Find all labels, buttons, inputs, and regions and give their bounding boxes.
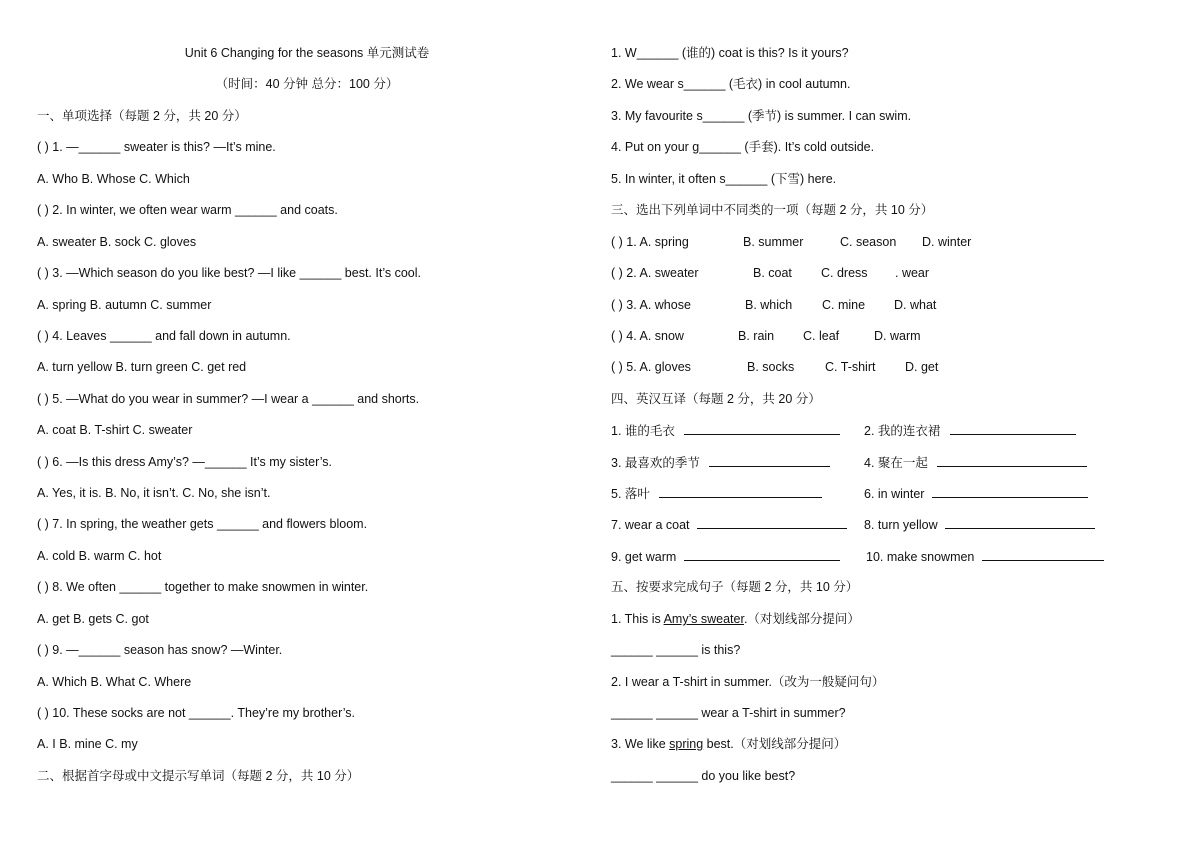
odd-one-row-3 [611,297,936,313]
odd-one-d: D. winter [922,235,972,249]
answer-blank[interactable] [937,454,1087,467]
question-text: 3. We like [611,737,670,751]
translate-prompt: 6. in winter [864,487,925,501]
odd-one-row-4 [611,328,921,344]
options-1: A. Who B. Whose C. Which [37,172,190,186]
question-instruction: best.（对划线部分提问） [703,737,847,751]
options-2: A. sweater B. sock C. gloves [37,235,197,249]
options-4: A. turn yellow B. turn green C. get red [37,360,247,374]
section4-heading: 四、英汉互译（每题 2 分，共 20 分） [611,392,821,406]
answer-blank[interactable] [697,516,847,529]
fill-item-1: 1. W______ (谁的) coat is this? Is it yours? [611,46,849,60]
question-9: ( ) 9. —______ season has snow? —Winter. [37,643,283,657]
rewrite-answer-1: ______ ______ is this? [611,643,741,657]
translate-prompt: 2. 我的连衣裙 [864,424,941,438]
question-8: ( ) 8. We often ______ together to make snowmen in winter. [37,580,369,594]
rewrite-answer-3: ______ ______ do you like best? [611,769,796,783]
translate-item-1 [611,422,840,439]
rewrite-question-1 [611,611,860,627]
translate-prompt: 4. 聚在一起 [864,456,928,470]
odd-one-num: ( ) 2. A. sweater [611,266,699,280]
question-instruction: .（对划线部分提问） [743,612,860,626]
translate-item-10 [866,548,1104,565]
odd-one-d: . wear [895,266,930,280]
options-3: A. spring B. autumn C. summer [37,298,212,312]
odd-one-b: B. rain [738,329,775,343]
odd-one-row-2 [611,265,929,281]
underlined-phrase: spring [669,737,704,751]
translate-prompt: 8. turn yellow [864,518,938,532]
page-subtitle: （时间：40 分钟 总分：100 分） [215,77,399,91]
translate-prompt: 1. 谁的毛衣 [611,424,675,438]
translate-item-5 [611,485,822,502]
odd-one-c: C. T-shirt [825,360,876,374]
options-8: A. get B. gets C. got [37,612,149,626]
options-5: A. coat B. T-shirt C. sweater [37,423,193,437]
answer-blank[interactable] [709,454,830,467]
odd-one-num: ( ) 1. A. spring [611,235,689,249]
odd-one-num: ( ) 3. A. whose [611,298,691,312]
odd-one-d: D. what [894,298,937,312]
question-4: ( ) 4. Leaves ______ and fall down in autumn. [37,329,291,343]
rewrite-answer-2: ______ ______ wear a T-shirt in summer? [611,706,846,720]
question-5: ( ) 5. —What do you wear in summer? —I wear a ______ and shorts. [37,392,420,406]
odd-one-c: C. dress [821,266,868,280]
odd-one-c: C. season [840,235,897,249]
translate-item-6 [864,485,1088,502]
odd-one-row-1 [611,234,971,250]
options-7: A. cold B. warm C. hot [37,549,162,563]
fill-item-5: 5. In winter, it often s______ (下雪) here. [611,172,837,186]
odd-one-b: B. coat [753,266,792,280]
translate-prompt: 10. make snowmen [866,550,975,564]
answer-blank[interactable] [684,422,840,435]
question-7: ( ) 7. In spring, the weather gets ______ and flowers bloom. [37,517,368,531]
question-text: 1. This is [611,612,664,626]
question-2: ( ) 2. In winter, we often wear warm ______ and coats. [37,203,338,217]
section5-heading: 五、按要求完成句子（每题 2 分，共 10 分） [611,580,859,594]
fill-item-4: 4. Put on your g______ (手套). It’s cold outside. [611,140,875,154]
question-3: ( ) 3. —Which season do you like best? —I like ______ best. It’s cool. [37,266,421,280]
translate-prompt: 3. 最喜欢的季节 [611,456,700,470]
question-10: ( ) 10. These socks are not ______. They’re my brother’s. [37,706,355,720]
odd-one-num: ( ) 4. A. snow [611,329,684,343]
odd-one-b: B. which [745,298,793,312]
translate-item-4 [864,454,1087,471]
answer-blank[interactable] [932,485,1088,498]
answer-blank[interactable] [684,548,840,561]
translate-item-2 [864,422,1076,439]
odd-one-b: B. socks [747,360,795,374]
translate-item-3 [611,454,830,471]
odd-one-b: B. summer [743,235,804,249]
options-9: A. Which B. What C. Where [37,675,192,689]
odd-one-d: D. get [905,360,939,374]
question-1: ( ) 1. —______ sweater is this? —It’s mine. [37,140,276,154]
odd-one-c: C. leaf [803,329,840,343]
odd-one-row-5 [611,359,938,375]
odd-one-num: ( ) 5. A. gloves [611,360,691,374]
odd-one-c: C. mine [822,298,866,312]
options-6: A. Yes, it is. B. No, it isn’t. C. No, she isn’t. [37,486,271,500]
translate-item-8 [864,516,1095,533]
answer-blank[interactable] [950,422,1076,435]
translate-item-7 [611,516,847,533]
odd-one-d: D. warm [874,329,921,343]
section3-heading: 三、选出下列单词中不同类的一项（每题 2 分，共 10 分） [611,203,934,217]
page-title: Unit 6 Changing for the seasons 单元测试卷 [184,46,430,60]
fill-item-2: 2. We wear s______ (毛衣) in cool autumn. [611,77,851,91]
translate-prompt: 7. wear a coat [611,518,690,532]
translate-prompt: 5. 落叶 [611,487,650,501]
fill-item-3: 3. My favourite s______ (季节) is summer. I can swim. [611,109,912,123]
question-6: ( ) 6. —Is this dress Amy’s? —______ It’s my sister’s. [37,455,333,469]
translate-item-9 [611,548,840,565]
rewrite-question-3 [611,736,846,752]
answer-blank[interactable] [945,516,1095,529]
underlined-phrase: Amy’s sweater [663,612,744,626]
answer-blank[interactable] [982,548,1104,561]
rewrite-question-2: 2. I wear a T-shirt in summer.（改为一般疑问句） [611,675,885,689]
answer-blank[interactable] [659,485,822,498]
options-10: A. I B. mine C. my [37,737,138,751]
section1-heading: 一、单项选择（每题 2 分，共 20 分） [37,109,247,123]
translate-prompt: 9. get warm [611,550,677,564]
section2-heading: 二、根据首字母或中文提示写单词（每题 2 分，共 10 分） [37,769,360,783]
